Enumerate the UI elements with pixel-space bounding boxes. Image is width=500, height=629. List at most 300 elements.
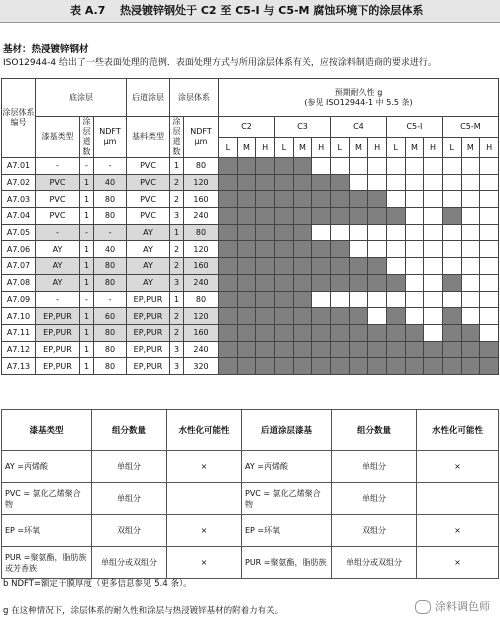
cell-pc: 1	[80, 341, 94, 358]
durability-cell	[368, 191, 387, 208]
durability-cell	[405, 158, 424, 175]
durability-cell	[424, 258, 443, 275]
cell-tb: AY	[127, 258, 170, 275]
durability-cell	[219, 358, 238, 375]
durability-cell	[424, 224, 443, 241]
durability-cell	[405, 174, 424, 191]
durability-cell	[274, 208, 293, 225]
durability-cell	[293, 191, 312, 208]
header-system: 涂层体系	[170, 79, 219, 117]
cell-sc: 2	[170, 324, 184, 341]
durability-cell	[461, 174, 480, 191]
cell-no: A7.03	[2, 191, 36, 208]
durability-cell	[405, 324, 424, 341]
cell-pn: 80	[94, 341, 127, 358]
table-row	[2, 308, 499, 325]
durability-cell	[330, 274, 349, 291]
durability-cell	[442, 308, 461, 325]
table-row	[2, 208, 499, 225]
durability-cell	[256, 274, 275, 291]
durability-cell	[256, 258, 275, 275]
env-c5i: C5-I	[386, 117, 442, 138]
durability-cell	[274, 324, 293, 341]
durability-cell	[274, 174, 293, 191]
durability-cell	[349, 274, 368, 291]
durability-cell	[424, 308, 443, 325]
env-c2: C2	[219, 117, 275, 138]
cell-no: A7.11	[2, 324, 36, 341]
durability-cell	[349, 224, 368, 241]
cell-tb: EP,PUR	[127, 324, 170, 341]
durability-cell	[461, 341, 480, 358]
cell-pn: 80	[94, 274, 127, 291]
legend-cell: 单组分	[332, 483, 417, 515]
legend-cell: ×	[167, 515, 242, 547]
binder-legend-table	[1, 409, 499, 579]
env-c4: C4	[330, 117, 386, 138]
durability-cell	[461, 291, 480, 308]
cell-pn: 40	[94, 174, 127, 191]
cell-sc: 3	[170, 274, 184, 291]
durability-cell	[237, 274, 256, 291]
durability-cell	[274, 258, 293, 275]
durability-cell	[274, 224, 293, 241]
cell-pc: -	[80, 224, 94, 241]
durability-cell	[274, 158, 293, 175]
cell-pb: AY	[36, 241, 80, 258]
durability-cell	[330, 291, 349, 308]
durability-cell	[480, 324, 499, 341]
durability-cell	[368, 224, 387, 241]
legend-cell	[417, 483, 499, 515]
cell-pn: 80	[94, 358, 127, 375]
cell-pc: 1	[80, 358, 94, 375]
durability-cell	[237, 258, 256, 275]
legend-header: 组分数量	[332, 410, 417, 451]
footnote-g: g 在这种情况下，涂层体系的耐久性和涂层与热浸镀锌基材的附着力有关。	[3, 606, 284, 616]
header-topcoat: 后道涂层	[127, 79, 170, 117]
durability-cell	[480, 241, 499, 258]
durability-cell	[330, 174, 349, 191]
legend-cell: EP =环氧	[242, 515, 332, 547]
durability-cell	[219, 241, 238, 258]
durability-cell	[256, 324, 275, 341]
durability-cell	[293, 208, 312, 225]
cell-sc: 2	[170, 308, 184, 325]
durability-cell	[386, 208, 405, 225]
durability-cell	[256, 291, 275, 308]
durability-cell	[293, 291, 312, 308]
durability-cell	[405, 241, 424, 258]
durability-cell	[349, 324, 368, 341]
durability-cell	[293, 341, 312, 358]
durability-cell	[293, 158, 312, 175]
durability-cell	[330, 324, 349, 341]
durability-cell	[386, 324, 405, 341]
durability-cell	[405, 358, 424, 375]
durability-cell	[368, 291, 387, 308]
durability-cell	[293, 174, 312, 191]
cell-pn: -	[94, 224, 127, 241]
cell-sc: 2	[170, 191, 184, 208]
legend-header: 水性化可能性	[167, 410, 242, 451]
legend-cell: AY =丙烯酸	[2, 451, 92, 483]
cell-sn: 240	[184, 341, 219, 358]
durability-cell	[424, 291, 443, 308]
durability-cell	[424, 241, 443, 258]
cell-pn: 60	[94, 308, 127, 325]
cell-sc: 1	[170, 224, 184, 241]
durability-cell	[219, 291, 238, 308]
durability-cell	[219, 258, 238, 275]
durability-cell	[442, 274, 461, 291]
legend-cell: PVC = 氯化乙烯聚合物	[2, 483, 92, 515]
cell-pc: 1	[80, 258, 94, 275]
cell-pc: 1	[80, 174, 94, 191]
durability-cell	[256, 158, 275, 175]
durability-cell	[330, 258, 349, 275]
legend-cell: ×	[167, 451, 242, 483]
durability-cell	[219, 341, 238, 358]
lmh-cell: M	[237, 137, 256, 158]
header-binder: 漆基类型	[36, 117, 80, 158]
durability-cell	[312, 258, 331, 275]
env-c5m: C5-M	[442, 117, 498, 138]
legend-cell: 双组分	[92, 515, 167, 547]
durability-cell	[349, 241, 368, 258]
durability-cell	[349, 358, 368, 375]
lmh-cell: M	[293, 137, 312, 158]
legend-cell	[167, 483, 242, 515]
durability-cell	[461, 258, 480, 275]
cell-sc: 3	[170, 208, 184, 225]
durability-cell	[237, 324, 256, 341]
durability-cell	[442, 174, 461, 191]
cell-pn: -	[94, 158, 127, 175]
durability-cell	[312, 274, 331, 291]
legend-cell: 单组分或双组分	[92, 547, 167, 579]
durability-cell	[312, 174, 331, 191]
durability-cell	[330, 191, 349, 208]
durability-cell	[256, 358, 275, 375]
durability-cell	[349, 258, 368, 275]
durability-cell	[274, 358, 293, 375]
durability-cell	[480, 191, 499, 208]
cell-pc: 1	[80, 191, 94, 208]
durability-cell	[274, 191, 293, 208]
durability-cell	[237, 208, 256, 225]
legend-row	[2, 547, 499, 579]
durability-cell	[461, 324, 480, 341]
durability-cell	[368, 308, 387, 325]
header-topcoat-binder: 基料类型	[127, 117, 170, 158]
durability-cell	[256, 308, 275, 325]
durability-cell	[442, 341, 461, 358]
cell-sc: 1	[170, 291, 184, 308]
cell-pb: EP,PUR	[36, 324, 80, 341]
cell-sc: 3	[170, 341, 184, 358]
durability-cell	[312, 291, 331, 308]
cell-sn: 160	[184, 191, 219, 208]
durability-cell	[330, 308, 349, 325]
lmh-cell: M	[461, 137, 480, 158]
durability-cell	[424, 158, 443, 175]
durability-cell	[368, 208, 387, 225]
cell-pc: -	[80, 291, 94, 308]
durability-cell	[386, 274, 405, 291]
durability-cell	[386, 258, 405, 275]
lmh-cell: L	[219, 137, 238, 158]
durability-cell	[256, 341, 275, 358]
durability-label: 预期耐久性 g	[334, 87, 383, 97]
durability-cell	[461, 158, 480, 175]
durability-cell	[274, 241, 293, 258]
durability-cell	[461, 191, 480, 208]
table-row	[2, 291, 499, 308]
durability-cell	[368, 241, 387, 258]
footnote-b: b NDFT=额定干膜厚度（更多信息参见 5.4 条）。	[3, 579, 192, 589]
cell-sn: 80	[184, 224, 219, 241]
durability-cell	[386, 341, 405, 358]
cell-pb: EP,PUR	[36, 341, 80, 358]
cell-pn: 80	[94, 324, 127, 341]
durability-cell	[424, 274, 443, 291]
durability-cell	[237, 358, 256, 375]
durability-cell	[442, 191, 461, 208]
cell-no: A7.02	[2, 174, 36, 191]
cell-sn: 240	[184, 274, 219, 291]
durability-cell	[312, 324, 331, 341]
cell-no: A7.01	[2, 158, 36, 175]
durability-cell	[480, 208, 499, 225]
cell-sn: 120	[184, 174, 219, 191]
durability-cell	[256, 241, 275, 258]
cell-pb: AY	[36, 274, 80, 291]
durability-cell	[312, 224, 331, 241]
lmh-cell: H	[368, 137, 387, 158]
durability-cell	[386, 191, 405, 208]
header-ndft: NDFT µm	[94, 117, 127, 158]
durability-cell	[312, 158, 331, 175]
durability-cell	[480, 224, 499, 241]
durability-cell	[219, 324, 238, 341]
legend-cell: EP =环氧	[2, 515, 92, 547]
durability-cell	[386, 358, 405, 375]
durability-cell	[312, 191, 331, 208]
durability-ref: (参见 ISO12944-1 中 5.5 条)	[304, 97, 413, 107]
durability-cell	[442, 224, 461, 241]
durability-cell	[330, 208, 349, 225]
durability-cell	[461, 358, 480, 375]
durability-cell	[330, 158, 349, 175]
durability-cell	[330, 241, 349, 258]
durability-cell	[386, 291, 405, 308]
durability-cell	[405, 341, 424, 358]
durability-cell	[442, 358, 461, 375]
cell-pc: 1	[80, 308, 94, 325]
cell-no: A7.04	[2, 208, 36, 225]
iso-note: ISO12944-4 给出了一些表面处理的范例．表面处理方式与所用涂层体系有关，应按涂料制造商的要求进行。	[3, 58, 437, 68]
legend-row	[2, 483, 499, 515]
cell-sn: 160	[184, 324, 219, 341]
durability-cell	[293, 224, 312, 241]
durability-cell	[442, 258, 461, 275]
durability-cell	[424, 358, 443, 375]
durability-cell	[442, 241, 461, 258]
substrate-note: 基材：热浸镀锌钢材	[3, 44, 89, 55]
durability-cell	[274, 291, 293, 308]
legend-cell: ×	[417, 515, 499, 547]
legend-header: 后道涂层漆基	[242, 410, 332, 451]
durability-cell	[293, 324, 312, 341]
cell-tb: PVC	[127, 174, 170, 191]
durability-cell	[424, 191, 443, 208]
lmh-cell: H	[424, 137, 443, 158]
cell-no: A7.09	[2, 291, 36, 308]
lmh-cell: L	[330, 137, 349, 158]
durability-cell	[256, 208, 275, 225]
durability-cell	[349, 191, 368, 208]
durability-cell	[237, 241, 256, 258]
durability-cell	[480, 341, 499, 358]
cell-tb: AY	[127, 241, 170, 258]
durability-cell	[219, 224, 238, 241]
cell-sc: 3	[170, 358, 184, 375]
durability-cell	[312, 241, 331, 258]
lmh-cell: L	[386, 137, 405, 158]
durability-cell	[219, 308, 238, 325]
durability-cell	[237, 291, 256, 308]
legend-cell: ×	[417, 547, 499, 579]
durability-cell	[442, 208, 461, 225]
cell-pn: 40	[94, 241, 127, 258]
cell-sc: 2	[170, 258, 184, 275]
durability-cell	[424, 324, 443, 341]
legend-row	[2, 515, 499, 547]
durability-cell	[237, 174, 256, 191]
lmh-cell: H	[312, 137, 331, 158]
durability-cell	[424, 174, 443, 191]
legend-cell: 单组分或双组分	[332, 547, 417, 579]
durability-cell	[368, 158, 387, 175]
legend-cell: PUR =聚氨酯，脂肪族或芳香族	[2, 547, 92, 579]
header-coats: 涂层道数	[80, 117, 94, 158]
durability-cell	[293, 358, 312, 375]
durability-cell	[480, 358, 499, 375]
durability-cell	[405, 191, 424, 208]
durability-cell	[219, 174, 238, 191]
legend-cell: PVC = 氯化乙烯聚合物	[242, 483, 332, 515]
durability-cell	[219, 158, 238, 175]
durability-cell	[368, 358, 387, 375]
cell-pb: -	[36, 224, 80, 241]
lmh-cell: H	[480, 137, 499, 158]
durability-cell	[442, 291, 461, 308]
env-c3: C3	[274, 117, 330, 138]
cell-no: A7.06	[2, 241, 36, 258]
cell-tb: EP,PUR	[127, 341, 170, 358]
durability-cell	[480, 158, 499, 175]
lmh-cell: L	[274, 137, 293, 158]
header-system-ndft: NDFT µm	[184, 117, 219, 158]
durability-cell	[442, 158, 461, 175]
table-row	[2, 358, 499, 375]
cell-pn: 80	[94, 191, 127, 208]
legend-cell: 单组分	[332, 451, 417, 483]
durability-cell	[461, 224, 480, 241]
durability-cell	[461, 274, 480, 291]
cell-tb: PVC	[127, 158, 170, 175]
durability-cell	[256, 224, 275, 241]
legend-cell: ×	[167, 547, 242, 579]
cell-pb: PVC	[36, 208, 80, 225]
cell-no: A7.07	[2, 258, 36, 275]
legend-cell: 单组分	[92, 451, 167, 483]
durability-cell	[312, 308, 331, 325]
cell-pc: 1	[80, 241, 94, 258]
table-title	[0, 0, 500, 23]
durability-cell	[293, 241, 312, 258]
durability-cell	[424, 341, 443, 358]
durability-cell	[424, 208, 443, 225]
durability-cell	[237, 158, 256, 175]
cell-tb: EP,PUR	[127, 308, 170, 325]
legend-cell: PUR =聚氨酯，脂肪族	[242, 547, 332, 579]
durability-cell	[349, 174, 368, 191]
cell-pb: AY	[36, 258, 80, 275]
cell-pc: 1	[80, 274, 94, 291]
durability-cell	[405, 258, 424, 275]
durability-cell	[461, 208, 480, 225]
table-row	[2, 158, 499, 175]
cell-pc: 1	[80, 208, 94, 225]
durability-cell	[461, 241, 480, 258]
cell-pn: 80	[94, 208, 127, 225]
durability-cell	[219, 274, 238, 291]
table-row	[2, 324, 499, 341]
cell-pb: PVC	[36, 191, 80, 208]
durability-cell	[480, 174, 499, 191]
legend-cell: 双组分	[332, 515, 417, 547]
table-row	[2, 224, 499, 241]
table-row	[2, 241, 499, 258]
durability-cell	[368, 274, 387, 291]
cell-sn: 320	[184, 358, 219, 375]
durability-cell	[386, 158, 405, 175]
cell-pb: -	[36, 291, 80, 308]
durability-cell	[312, 208, 331, 225]
durability-cell	[368, 341, 387, 358]
cell-sc: 1	[170, 158, 184, 175]
table-row	[2, 174, 499, 191]
cell-pc: 1	[80, 324, 94, 341]
durability-cell	[330, 358, 349, 375]
durability-cell	[219, 191, 238, 208]
durability-cell	[256, 174, 275, 191]
durability-cell	[274, 341, 293, 358]
cell-sn: 80	[184, 158, 219, 175]
cell-pb: EP,PUR	[36, 308, 80, 325]
durability-cell	[368, 258, 387, 275]
durability-cell	[349, 208, 368, 225]
durability-cell	[480, 258, 499, 275]
durability-cell	[330, 224, 349, 241]
table-number: 表 A.7	[70, 4, 106, 17]
cell-no: A7.08	[2, 274, 36, 291]
durability-cell	[386, 241, 405, 258]
durability-cell	[293, 258, 312, 275]
durability-cell	[405, 208, 424, 225]
